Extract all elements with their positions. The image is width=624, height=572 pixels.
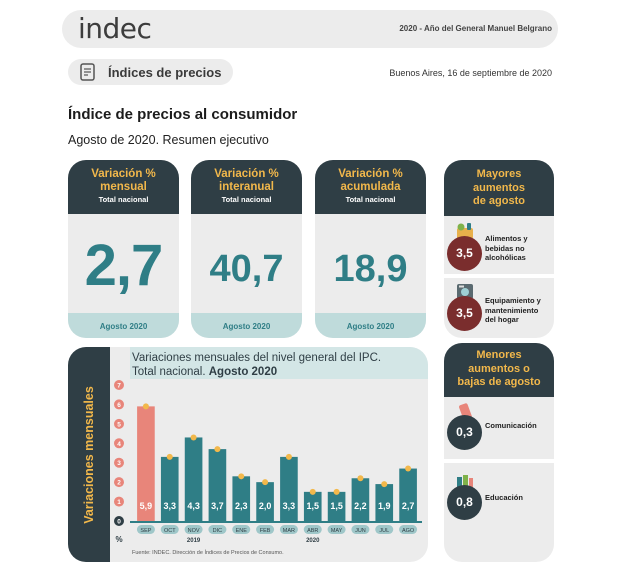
x-tick-label: DIC [212,527,223,534]
card-title-1: Variación % [214,168,279,180]
bar [399,469,417,521]
mayores-panel [444,160,554,338]
divider [444,459,554,463]
card-footer: Agosto 2020 [191,313,302,338]
bar-top-marker [214,446,220,452]
card-header [191,160,302,214]
bar-top-marker [357,475,363,481]
menores-title-2: aumentos o [468,362,530,375]
menores-title-1: Menores [476,349,522,361]
label-line: mantenimiento [485,305,539,315]
card-subtitle: Total nacional [345,195,396,204]
mayores-item [444,282,554,332]
menores-header [444,343,554,397]
bar-top-marker [334,489,340,495]
bar-value-label: 2,0 [258,501,272,511]
bar-top-marker [262,479,268,485]
card-value: 2,7 [84,233,163,298]
bar-top-marker [286,454,292,460]
bar-value-label: 3,3 [163,501,177,511]
ipc-chart-panel [68,347,428,562]
card-interannual [191,160,302,338]
label-line: Equipamiento y [485,296,541,305]
bar-value-label: 4,3 [187,501,200,511]
menores-value: 0,8 [447,485,482,520]
bar-top-marker [191,434,197,440]
bar-value-label: 1,5 [330,501,343,511]
card-value: 40,7 [209,248,284,290]
menores-title-3: bajas de agosto [457,376,541,388]
x-tick-label: ABR [307,527,319,534]
label-line: Alimentos y [485,234,528,243]
y-tick-label: 7 [117,382,121,390]
bar-value-label: 2,7 [401,501,415,511]
bar-top-marker [167,454,173,460]
mayores-title-3: de agosto [473,195,525,207]
publication-date: Buenos Aires, 16 de septiembre de 2020 [389,68,552,78]
chart-y-label: Variaciones mensuales [82,386,96,524]
bar-top-marker [143,403,149,409]
x-tick-label: JUL [379,527,390,534]
x-tick-label: NOV [187,527,200,534]
chart-source: Fuente: INDEC. Dirección de Índices de Precios de Consumo. [132,550,284,556]
x-tick-label: MAY [330,527,343,534]
mayores-title-2: aumentos [473,181,525,194]
bar [161,457,179,521]
bar-value-label: 1,9 [377,501,391,511]
mayores-label [485,296,541,325]
x-tick-label: JUN [355,527,366,534]
menores-label: Comunicación [485,421,537,430]
card-header [315,160,426,214]
card-value: 18,9 [333,248,408,290]
x-tick-label: OCT [163,527,176,534]
x-tick-label: MAR [282,527,296,534]
y-tick-label: 3 [117,460,121,468]
card-accumulated [315,160,426,338]
document-subtitle: Agosto de 2020. Resumen ejecutivo [68,133,269,147]
mayores-header [444,160,554,216]
y-tick-label: 6 [117,401,121,409]
y-tick-label: 2 [117,479,121,487]
card-title-2: mensual [100,181,147,193]
bar-value-label: 3,3 [282,501,296,511]
y-tick-label: 5 [117,421,121,429]
menores-value: 0,3 [447,415,482,450]
price-tag-icon [78,62,98,82]
bar [280,457,298,521]
card-title-1: Variación % [338,168,403,180]
bar [352,478,370,521]
card-footer: Agosto 2020 [68,313,179,338]
bar [232,476,250,521]
x-tick-label: AGO [401,527,415,534]
y-tick-label: 4 [117,440,121,448]
mayores-value: 3,5 [447,296,482,331]
label-line: bebidas no [485,243,525,253]
baseline [130,521,422,523]
divider [444,274,554,278]
bar-top-marker [238,473,244,479]
chart-title-line-2a: Total nacional. [132,366,206,378]
card-title-2: acumulada [340,181,401,193]
bar-value-label: 3,7 [211,501,224,511]
indec-logo: indec [78,12,152,45]
x-tick-label: ENE [235,527,247,534]
bar-top-marker [381,481,387,487]
card-header [68,160,179,214]
y-tick-label: 1 [117,499,121,507]
bar-value-label: 5,9 [139,501,153,511]
document-title: Índice de precios al consumidor [68,106,298,123]
bar-value-label: 1,5 [306,501,320,511]
card-footer: Agosto 2020 [315,313,426,338]
card-monthly [68,160,179,338]
section-label: Índices de precios [108,65,222,80]
y-tick-label: 0 [117,518,121,526]
x-tick-label: SEP [140,527,152,534]
year-motto: 2020 - Año del General Manuel Belgrano [399,24,552,33]
bar-value-label: 2,3 [234,501,248,511]
year-label: 2019 [186,538,201,544]
card-title-1: Variación % [91,168,156,180]
ipc-bar-chart [68,347,428,562]
menores-label: Educación [485,493,523,502]
card-subtitle: Total nacional [221,195,272,204]
mayores-value: 3,5 [447,236,482,271]
label-line: alcohólicas [485,253,526,262]
chart-title-line-1: Variaciones mensuales del nivel general del IPC. [132,352,382,364]
chart-title-line-2b: Agosto 2020 [208,366,278,378]
menores-panel [444,343,554,562]
card-subtitle: Total nacional [98,195,149,204]
mayores-title-1: Mayores [476,168,522,180]
year-label: 2020 [306,538,320,544]
bar-top-marker [310,489,316,495]
menores-item [444,401,554,457]
label-line: del hogar [485,315,519,324]
card-title-2: interanual [219,181,274,193]
x-tick-label: FEB [259,527,271,534]
bar-top-marker [405,466,411,472]
bar-value-label: 2,2 [354,501,367,511]
mayores-item [444,222,554,272]
y-unit-label: % [115,535,123,544]
menores-item [444,469,554,529]
mayores-label [485,234,528,263]
